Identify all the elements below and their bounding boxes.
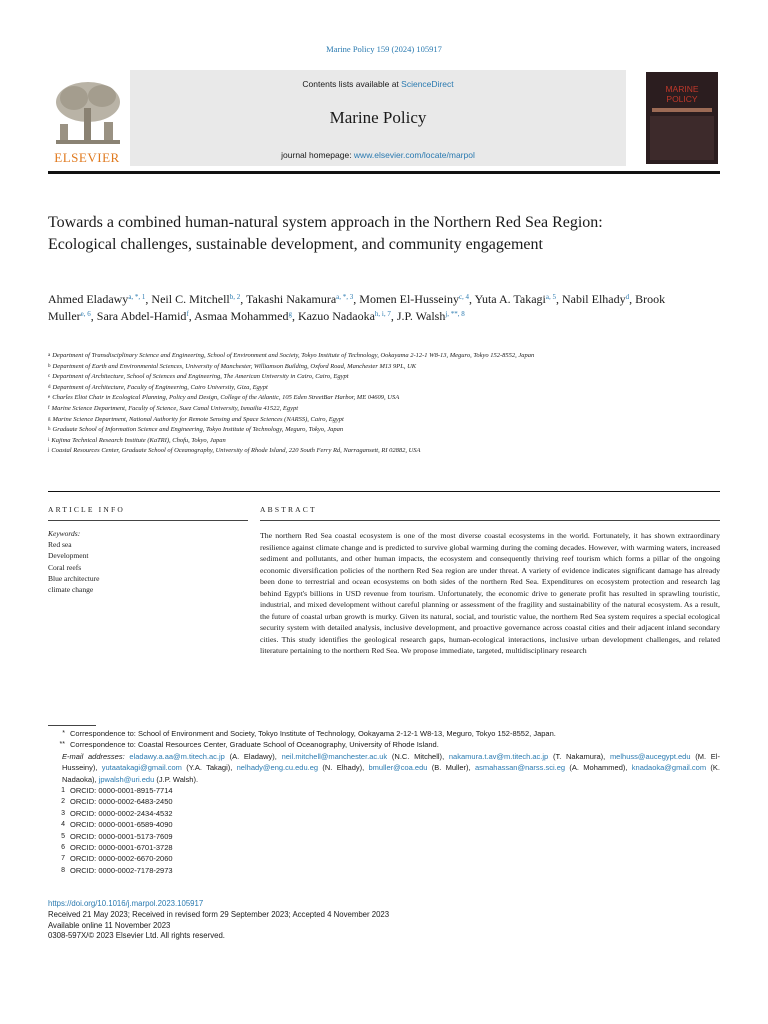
received-dates: Received 21 May 2023; Received in revised form 29 September 2023; Accepted 4 November 2023 xyxy=(48,909,390,919)
orcid-item xyxy=(48,819,720,830)
author-name: Neil C. Mitchell xyxy=(151,292,230,306)
keyword-item: Coral reefs xyxy=(48,562,82,572)
footnote-marker: 2 xyxy=(61,798,65,806)
footnote-marker: 6 xyxy=(61,844,65,852)
orcid-item xyxy=(48,842,720,853)
keyword-item: Red sea xyxy=(48,540,72,550)
author-name: J.P. Walsh xyxy=(396,309,446,323)
orcid-item xyxy=(48,831,720,842)
footnote-marker: * xyxy=(62,730,65,737)
author-affiliation-marker[interactable]: c, 4 xyxy=(458,293,470,301)
cover-artwork xyxy=(650,116,714,160)
author-separator: , xyxy=(353,292,360,306)
author-affiliation-marker[interactable]: d xyxy=(625,293,630,301)
email-link[interactable]: neil.mitchell@manchester.ac.uk xyxy=(281,751,388,761)
author-affiliation-marker[interactable]: a, 5 xyxy=(545,293,556,301)
affiliation-text: Department of Transdisciplinary Science and Engineering, School of Environment and Society, Tokyo Institute of Technology, Ookayama 2-12-1 W8-13, Meguro, Tokyo 152-8552, Japan xyxy=(52,352,535,359)
affiliation-label: j xyxy=(48,448,50,454)
email-label: E-mail addresses: xyxy=(62,751,125,761)
author-affiliation-marker[interactable]: a, *, 1 xyxy=(128,293,146,301)
journal-header xyxy=(48,70,720,166)
affiliation-label: f xyxy=(48,405,50,411)
email-owner: (B. Muller) xyxy=(431,763,469,773)
author-separator: , xyxy=(145,292,152,306)
author-name: Asmaa Mohammed xyxy=(194,309,289,323)
email-link[interactable]: eladawy.a.aa@m.titech.ac.jp xyxy=(129,751,225,761)
affiliation-label: c xyxy=(48,374,51,380)
orcid-text: ORCID: 0000-0001-5173-7609 xyxy=(70,831,173,841)
orcid-text: ORCID: 0000-0002-2434-4532 xyxy=(70,808,173,818)
homepage-prefix: journal homepage: xyxy=(281,150,354,160)
contents-line xyxy=(130,79,626,89)
affiliation-label: b xyxy=(48,363,51,369)
copyright: 0308-597X/© 2023 Elsevier Ltd. All rights reserved. xyxy=(48,931,225,941)
affiliation-item xyxy=(48,425,688,436)
footnote-marker: 1 xyxy=(61,787,65,795)
author-affiliation-marker[interactable]: a, *, 3 xyxy=(336,293,354,301)
correspondence-notes xyxy=(48,728,720,751)
email-owner: (J.P. Walsh). xyxy=(156,774,199,784)
email-owner: (N. Elhady) xyxy=(322,763,363,773)
email-owner: (Y.A. Takagi) xyxy=(186,763,231,773)
article-info-heading: ARTICLE INFO xyxy=(48,505,125,514)
keyword-item: Blue architecture xyxy=(48,573,100,583)
author-separator: , xyxy=(555,292,562,306)
affiliation-text: Department of Architecture, School of Sciences and Engineering, The American University in Cairo, Cairo, Egypt xyxy=(52,373,349,381)
section-divider xyxy=(48,491,720,492)
affiliation-label: d xyxy=(48,384,51,390)
email-link[interactable]: bmuller@coa.edu xyxy=(368,763,428,773)
footnote-marker: 4 xyxy=(61,821,65,829)
affiliation-item xyxy=(48,404,688,415)
correspondence-note xyxy=(48,739,720,750)
email-link[interactable]: nakamura.t.av@m.titech.ac.jp xyxy=(448,751,549,761)
affiliation-label: h xyxy=(48,427,51,433)
homepage-line xyxy=(130,150,626,160)
footnote-text: Correspondence to: School of Environment and Society, Tokyo Institute of Technology, Ookayama 2-12-1 W8-13, Meguro, Tokyo 152-8552, Japan. xyxy=(70,729,556,738)
journal-name: Marine Policy xyxy=(329,108,427,127)
email-link[interactable]: melhuss@aucegypt.edu xyxy=(609,751,691,761)
email-link[interactable]: jpwalsh@uri.edu xyxy=(98,774,155,784)
email-owner: (K. Nadaoka) xyxy=(62,763,721,784)
elsevier-wordmark: ELSEVIER xyxy=(54,150,120,165)
affiliation-item xyxy=(48,362,688,373)
keywords-block xyxy=(48,528,248,595)
footnote-marker: 8 xyxy=(61,866,65,874)
author-separator: , xyxy=(188,309,195,323)
author-separator: , xyxy=(240,292,247,306)
author-separator: , xyxy=(90,309,97,323)
email-owner: (M. El-Husseiny) xyxy=(62,751,720,773)
email-addresses: E-mail addresses: eladawy.a.aa@m.titech.ac.jp (A. Eladawy), neil.mitchell@manchester.ac.uk (N.C. Mitchell), nakamura.t.av@m.titech.ac.jp (T. Nakamura), melhuss@aucegypt.edu (M. El-Husseiny), yutaatakagi@gmail.com (Y.A. Takagi), nelhady@eng.cu.edu.eg (N. Elhady), bmuller@coa.edu (B. Muller), asmahassan@narss.sci.eg (A. Mohammed), knadaoka@gmail.com (K. Nadaoka), jpwalsh@uri.edu (J.P. Walsh). xyxy=(62,751,721,784)
email-link[interactable]: yutaatakagi@gmail.com xyxy=(101,763,182,773)
affiliation-item xyxy=(48,415,688,426)
author-affiliation-marker[interactable]: g xyxy=(288,310,292,318)
sciencedirect-link[interactable]: ScienceDirect xyxy=(401,79,454,89)
article-info-rule xyxy=(48,520,248,521)
affiliation-label: a xyxy=(48,353,51,358)
author-name: Ahmed Eladawy xyxy=(48,292,129,306)
footnotes xyxy=(48,728,720,876)
keywords-list xyxy=(48,539,248,595)
author-affiliation-marker[interactable]: h, i, 7 xyxy=(374,310,391,318)
footnote-marker: 7 xyxy=(61,855,65,863)
doi-link[interactable]: https://doi.org/10.1016/j.marpol.2023.105917 xyxy=(48,899,204,908)
orcid-text: ORCID: 0000-0001-6589-4090 xyxy=(70,820,173,830)
correspondence-note xyxy=(48,728,720,739)
article-title: Towards a combined human-natural system approach in the Northern Red Sea Region: Ecological challenges, sustainable development, and community engagement xyxy=(48,214,603,253)
affiliation-label: e xyxy=(48,395,51,401)
author-name: Kazuo Nadaoka xyxy=(297,309,375,323)
orcid-item xyxy=(48,853,720,864)
email-link[interactable]: asmahassan@narss.sci.eg xyxy=(474,763,566,773)
email-owner: (A. Eladawy) xyxy=(229,751,275,761)
email-owner: (A. Mohammed) xyxy=(569,763,626,773)
orcid-list xyxy=(48,785,720,876)
affiliation-item xyxy=(48,436,688,447)
orcid-text: ORCID: 0000-0002-6670-2060 xyxy=(70,854,173,864)
email-link[interactable]: knadaoka@gmail.com xyxy=(631,763,707,773)
author-separator: , xyxy=(629,292,636,306)
journal-reference[interactable]: Marine Policy 159 (2024) 105917 xyxy=(326,44,442,54)
author-separator: , xyxy=(469,292,475,306)
affiliation-label: i xyxy=(48,437,50,443)
keyword-item: Development xyxy=(48,551,89,561)
abstract-heading: ABSTRACT xyxy=(260,505,317,514)
affiliation-text: Graduate School of Information Science and Engineering, Tokyo Institute of Technology, Meguro, Tokyo, Japan xyxy=(52,426,344,434)
header-divider xyxy=(48,171,720,174)
author-affiliation-marker[interactable]: j, **, 8 xyxy=(445,310,465,318)
orcid-item xyxy=(48,785,720,796)
author-name: Momen El-Husseiny xyxy=(359,292,459,306)
email-owner: (T. Nakamura) xyxy=(552,751,604,761)
footnote-marker: ** xyxy=(59,741,65,749)
affiliation-text: Coastal Resources Center, Graduate School of Oceanography, University of Rhode Island, 220 South Ferry Rd, Narragansett, RI 02882, USA xyxy=(51,447,421,455)
orcid-item xyxy=(48,808,720,819)
affiliation-item xyxy=(48,393,688,404)
affiliation-list xyxy=(48,351,688,457)
author-separator: , xyxy=(390,309,397,323)
author-affiliation-marker[interactable]: f xyxy=(186,310,189,318)
author-affiliation-marker[interactable]: b, 2 xyxy=(229,293,241,301)
affiliation-item xyxy=(48,351,688,362)
affiliation-text: Marine Science Department, National Authority for Remote Sensing and Space Sciences (NARSS), Cairo, Egypt xyxy=(52,415,344,423)
orcid-text: ORCID: 0000-0002-6483-2450 xyxy=(70,797,173,807)
affiliation-text: Charles Eliot Chair in Ecological Planning, Policy and Design, College of the Atlantic, 105 Eden StreetBar Harbor, ME 04609, USA xyxy=(52,394,400,402)
affiliation-text: Department of Earth and Environmental Sciences, University of Manchester, Williamson Building, Oxford Road, Manchester M13 9PL, UK xyxy=(52,362,417,370)
journal-cover-image xyxy=(646,72,718,164)
author-name: Takashi Nakamura xyxy=(246,292,337,306)
footnote-marker: 3 xyxy=(61,809,65,817)
orcid-text: ORCID: 0000-0001-6701-3728 xyxy=(70,843,173,853)
abstract-rule xyxy=(260,520,720,521)
author-affiliation-marker[interactable]: e, 6 xyxy=(80,310,91,318)
author-list xyxy=(48,291,688,325)
email-link[interactable]: nelhady@eng.cu.edu.eg xyxy=(236,763,319,773)
author-name: Brook Muller xyxy=(48,292,666,323)
abstract-text: The northern Red Sea coastal ecosystem is one of the most diverse coastal ecosystems in the world. Fortunately, it has shown extraordinary resilience against climate change and is predicted to survive global warming during the coming decades. However, with warming waters, increased sediment and pollutants, and other human impacts, the ecosystem and consequently thriving reef tourism which forms a pillar of the ongoing economic diversification policies of the northern Red Sea region are under threat. A variety of evidence indicates significant damage has already been done to terrestrial and ocean ecosystems on both sides of the northern Red Sea. Expenditures on ecosystem protection and research lag behind Egypt's billions in USD revenue from tourism. Unfortunately, the economic drive to generate profit has resulted in sprawling touristic, industrial, and mixed development without careful planning or assessment of the fragility and sustainability of the natural ecosystem. As a result, the future of coastal urban growth is murky. Given its natural, social, and touristic value, the northern Red Sea system requires a special ecological security system with detailed analysis, inclusive development, and proactive governance across coastal cities and their adjacent inland secondary cities. This study identifies the geological research gaps, human-ecological interactions, inclusive urban development challenges, and related literature pertaining to the northern Red Sea. We propose immediate, targeted, multidisciplinary research xyxy=(260,531,720,655)
keyword-item: climate change xyxy=(48,585,94,595)
author-name: Sara Abdel-Hamid xyxy=(96,309,187,323)
journal-info-box xyxy=(130,70,626,166)
author-name: Yuta A. Takagi xyxy=(474,292,546,306)
footnote-rule xyxy=(48,725,96,726)
affiliation-item xyxy=(48,372,688,383)
orcid-text: ORCID: 0000-0001-8915-7714 xyxy=(70,786,173,796)
keywords-label: Keywords: xyxy=(48,529,81,538)
contents-prefix: Contents lists available at xyxy=(302,79,402,89)
orcid-item xyxy=(48,796,720,807)
email-owner: (N.C. Mitchell) xyxy=(391,751,443,761)
affiliation-text: Department of Architecture, Faculty of Engineering, Cairo University, Giza, Egypt xyxy=(52,383,268,391)
affiliation-item xyxy=(48,383,688,394)
cover-subtitle-bar xyxy=(652,108,712,112)
author-separator: , xyxy=(291,309,298,323)
cover-title: MARINE POLICY xyxy=(665,84,699,104)
homepage-link[interactable]: www.elsevier.com/locate/marpol xyxy=(353,150,475,160)
orcid-item xyxy=(48,865,720,876)
affiliation-text: Kajima Technical Research Institute (KaTRI), Chofu, Tokyo, Japan xyxy=(51,436,226,444)
affiliation-label: g xyxy=(48,416,51,422)
footnote-marker: 5 xyxy=(61,832,65,840)
footnote-text: Correspondence to: Coastal Resources Center, Graduate School of Oceanography, University of Rhode Island. xyxy=(70,740,439,750)
orcid-text: ORCID: 0000-0002-7178-2973 xyxy=(70,865,173,875)
available-online: Available online 11 November 2023 xyxy=(48,920,171,930)
author-name: Nabil Elhady xyxy=(561,292,626,306)
article-history xyxy=(48,899,720,942)
affiliation-text: Marine Science Department, Faculty of Science, Suez Canal University, Ismailia 41522, Egypt xyxy=(51,404,299,412)
affiliation-item xyxy=(48,446,688,457)
